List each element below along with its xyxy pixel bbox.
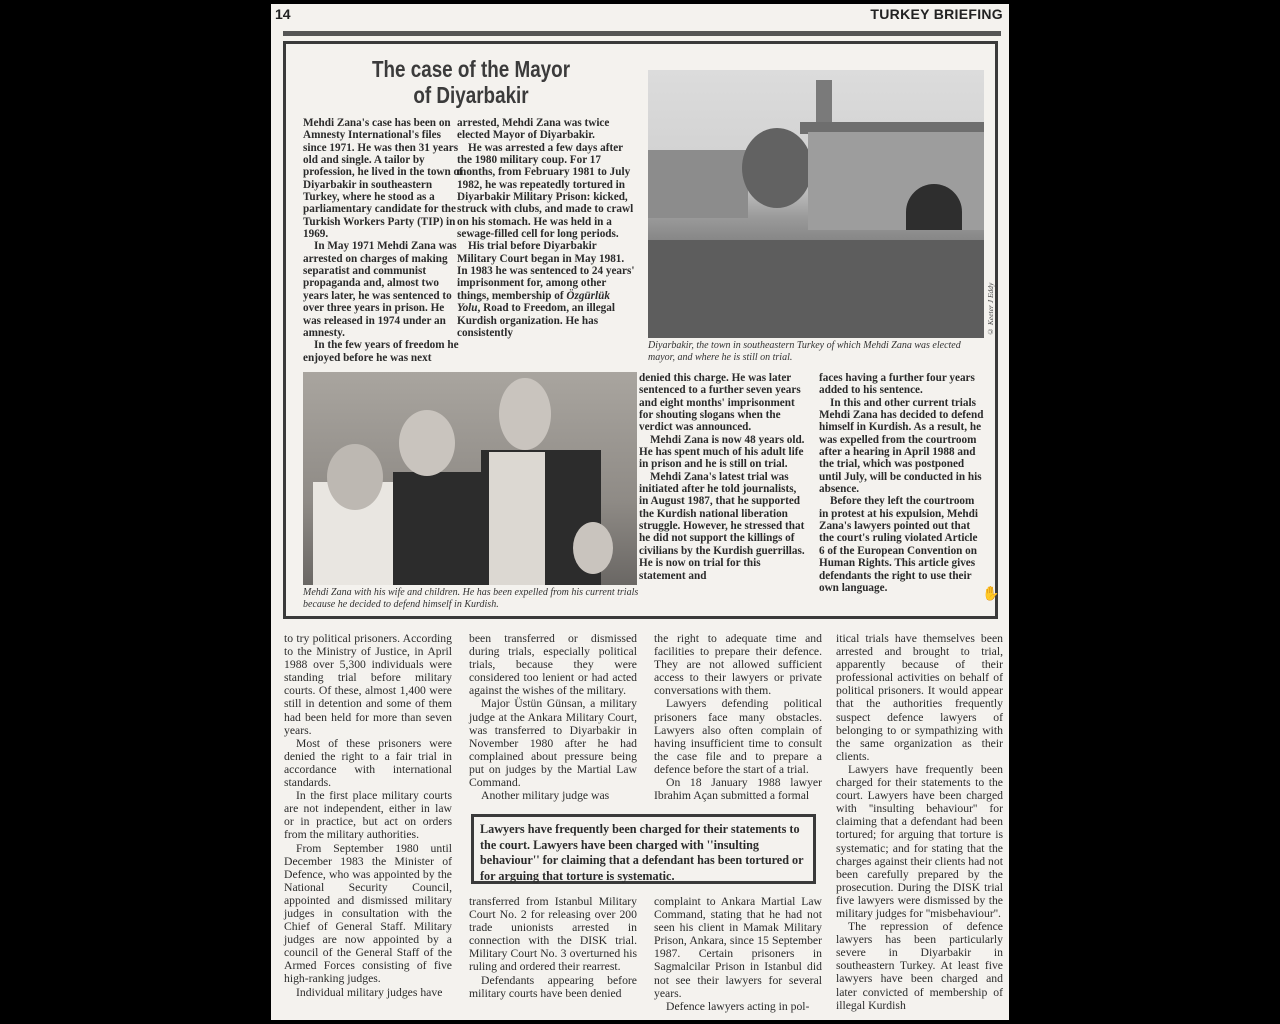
article-title-line1: The case of the Mayor	[371, 56, 571, 82]
article-column-4	[819, 372, 985, 594]
italic-org-name: Özgürlük Yolu	[457, 289, 610, 315]
paragraph: transferred from Istanbul Military Court No. 2 for releasing over 200 trade unionists arrested in connection with the DISK trial. Military Court No. 3 overturned his ruling and ordered their rearrest.	[469, 895, 637, 974]
paragraph: Mehdi Zana is now 48 years old. He has spent much of his adult life in prison and he is still on trial.	[639, 433, 805, 471]
document-page	[271, 4, 1009, 1020]
paragraph: the right to adequate time and facilities to prepare their defence. They are not allowed sufficient access to their lawyers or private conversations with them.	[654, 632, 822, 698]
pull-quote: Lawyers have frequently been charged for their statements to the court. Lawyers have been charged with ''insulting behaviour'' for claiming that a defendant has been tortured or for arguing that torture is systematic.	[471, 814, 816, 884]
publication-title: TURKEY BRIEFING	[870, 6, 1003, 22]
paragraph: Individual military judges have	[296, 985, 443, 999]
family-photo	[303, 372, 637, 585]
article-column-3	[639, 372, 807, 582]
hand-cursor-icon: ✋	[982, 587, 1000, 602]
paragraph: Defence lawyers acting in pol-	[666, 999, 810, 1013]
article-title-line2: of Diyarbakir	[413, 82, 529, 108]
paragraph: Defendants appearing before military courts have been denied	[469, 973, 637, 1000]
header-rule	[283, 31, 1001, 36]
paragraph: In May 1971 Mehdi Zana was arrested on charges of making separatist and communist propaganda and, almost two years later, he was sentenced to over three years in prison. He was released in 1974 under an amnesty.	[303, 240, 457, 339]
body-column-1	[284, 632, 452, 999]
paragraph: The repression of defence lawyers has been particularly severe in Diyarbakir in southeastern Turkey. At least five lawyers have been charged and later convicted of membership of illegal Kurdish	[836, 920, 1003, 1012]
paragraph: Major Üstün Günsan, a military judge at the Ankara Military Court, was transferred to Diyarbakir in November 1980 after he had complained about pressure being put on judges by the Martial Law Command.	[469, 697, 637, 790]
paragraph: Mehdi Zana's case has been on Amnesty International's files since 1971. He was then 31 years old and single. A tailor by profession, he lived in the town of Diyarbakir in southeastern Turkey, where he stood as a parliamentary candidate for the Turkish Workers Party (TIP) in 1969.	[303, 117, 463, 241]
paragraph: On 18 January 1988 lawyer Ibrahim Açan submitted a formal	[654, 776, 822, 803]
paragraph	[457, 240, 635, 339]
article-title	[344, 56, 598, 108]
paragraph: Before they left the courtroom in protest at his expulsion, Mehdi Zana's lawyers pointed out that the court's ruling violated Article 6 of the European Convention on Human Rights. This article gives defendants the right to use their own language.	[819, 495, 978, 594]
body-column-4	[836, 632, 1003, 1012]
body-column-3-bottom	[654, 895, 822, 1013]
paragraph: itical trials have themselves been arrested and brought to trial, apparently because of their professional activities on behalf of political prisoners. It would appear that the authorities frequently suspect defence lawyers of belonging to or sympathizing with the same organization as their clients.	[836, 632, 1003, 763]
page-number: 14	[275, 6, 291, 22]
paragraph: Another military judge was	[481, 789, 610, 803]
feature-box	[283, 41, 998, 619]
photo-caption-town: Diyarbakir, the town in southeastern Turkey of which Mehdi Zana was elected mayor, and where he is still on trial.	[648, 340, 961, 363]
paragraph: Mehdi Zana's latest trial was initiated after he told journalists, in August 1987, that he supported the Kurdish national liberation struggle. However, he stressed that he did not support the killings of civilians by the Kurdish guerrillas. He is now on trial for this statement and	[639, 470, 805, 582]
paragraph: He was arrested a few days after the 1980 military coup. For 17 months, from February 1981 to July 1982, he was repeatedly tortured in Diyarbakir Military Prison: kicked, struck with clubs, and made to crawl on his stomach. He was held in a sewage-filled cell for long periods.	[457, 141, 634, 241]
article-column-1	[303, 117, 465, 364]
paragraph: Lawyers defending political prisoners face many obstacles. Lawyers also often complain of having insufficient time to consult the case file and to prepare a defence before the start of a trial.	[654, 697, 822, 776]
paragraph: Lawyers have frequently been charged for their statements to the court. Lawyers have been charged with ''insulting behaviour'' for claiming that a defendant had been tortured; for arguing that torture is systematic; and for stating that the charges against their clients had not been carefully prepared by the prosecution. During the DISK trial five lawyers were dismissed by the military judges for ''misbehaviour''.	[836, 762, 1003, 920]
paragraph: to try political prisoners. According to the Ministry of Justice, in April 1988 over 5,300 individuals were standing trial before military courts. Of these, almost 1,400 were still in detention and some of them had been held for more than seven years.	[284, 632, 452, 737]
paragraph: From September 1980 until December 1983 the Minister of Defence, who was appointed by the National Security Council, appointed and dismissed military judges in consultation with the Chief of General Staff. Military judges are now appointed by a council of the General Staff of the Armed Forces consisting of five high-ranking judges.	[284, 841, 452, 986]
body-column-2-bottom	[469, 895, 637, 1000]
paragraph: arrested, Mehdi Zana was twice elected Mayor of Diyarbakir.	[457, 117, 610, 142]
paragraph: In this and other current trials Mehdi Zana has decided to defend himself in Kurdish. As a result, he was expelled from the courtroom after a hearing in April 1988 and the trial, which was postponed until July, will be conducted in his absence.	[819, 396, 984, 496]
article-column-2	[457, 117, 635, 339]
photo-caption-family: Mehdi Zana with his wife and children. He has been expelled from his current trials because he decided to defend himself in Kurdish.	[303, 587, 639, 610]
body-column-2-top	[469, 632, 637, 802]
text-span: His trial before Diyarbakir Military Court began in May 1981. In 1983 he was sentenced to 24 years' imprisonment for, among other things, membership of	[457, 240, 635, 302]
paragraph: faces having a further four years added to his sentence.	[819, 372, 975, 397]
paragraph: In the first place military courts are not independent, either in law or in practice, but act on orders from the military authorities.	[284, 789, 452, 842]
photo-credit: © Keeter J Eddy	[986, 282, 995, 336]
body-column-3-top	[654, 632, 822, 802]
paragraph: In the few years of freedom he enjoyed before he was next	[303, 339, 459, 364]
text-span: , Road to Freedom, an illegal Kurdish organization. He has consistently	[457, 302, 615, 339]
paragraph: been transferred or dismissed during trials, especially political trials, because they were considered too lenient or had acted against the wishes of the military.	[469, 632, 637, 698]
diyarbakir-town-photo	[648, 70, 984, 338]
paragraph: complaint to Ankara Martial Law Command, stating that he had not seen his client in Mamak Military Prison, Ankara, since 15 September 1987. Certain prisoners in Sagmalcilar Prison in Istanbul did not see their lawyers for several years.	[654, 895, 822, 1000]
paragraph: Most of these prisoners were denied the right to a fair trial in accordance with international standards.	[284, 736, 452, 790]
paragraph: denied this charge. He was later sentenced to a further seven years and eight months' imprisonment for shouting slogans when the verdict was announced.	[639, 372, 801, 434]
